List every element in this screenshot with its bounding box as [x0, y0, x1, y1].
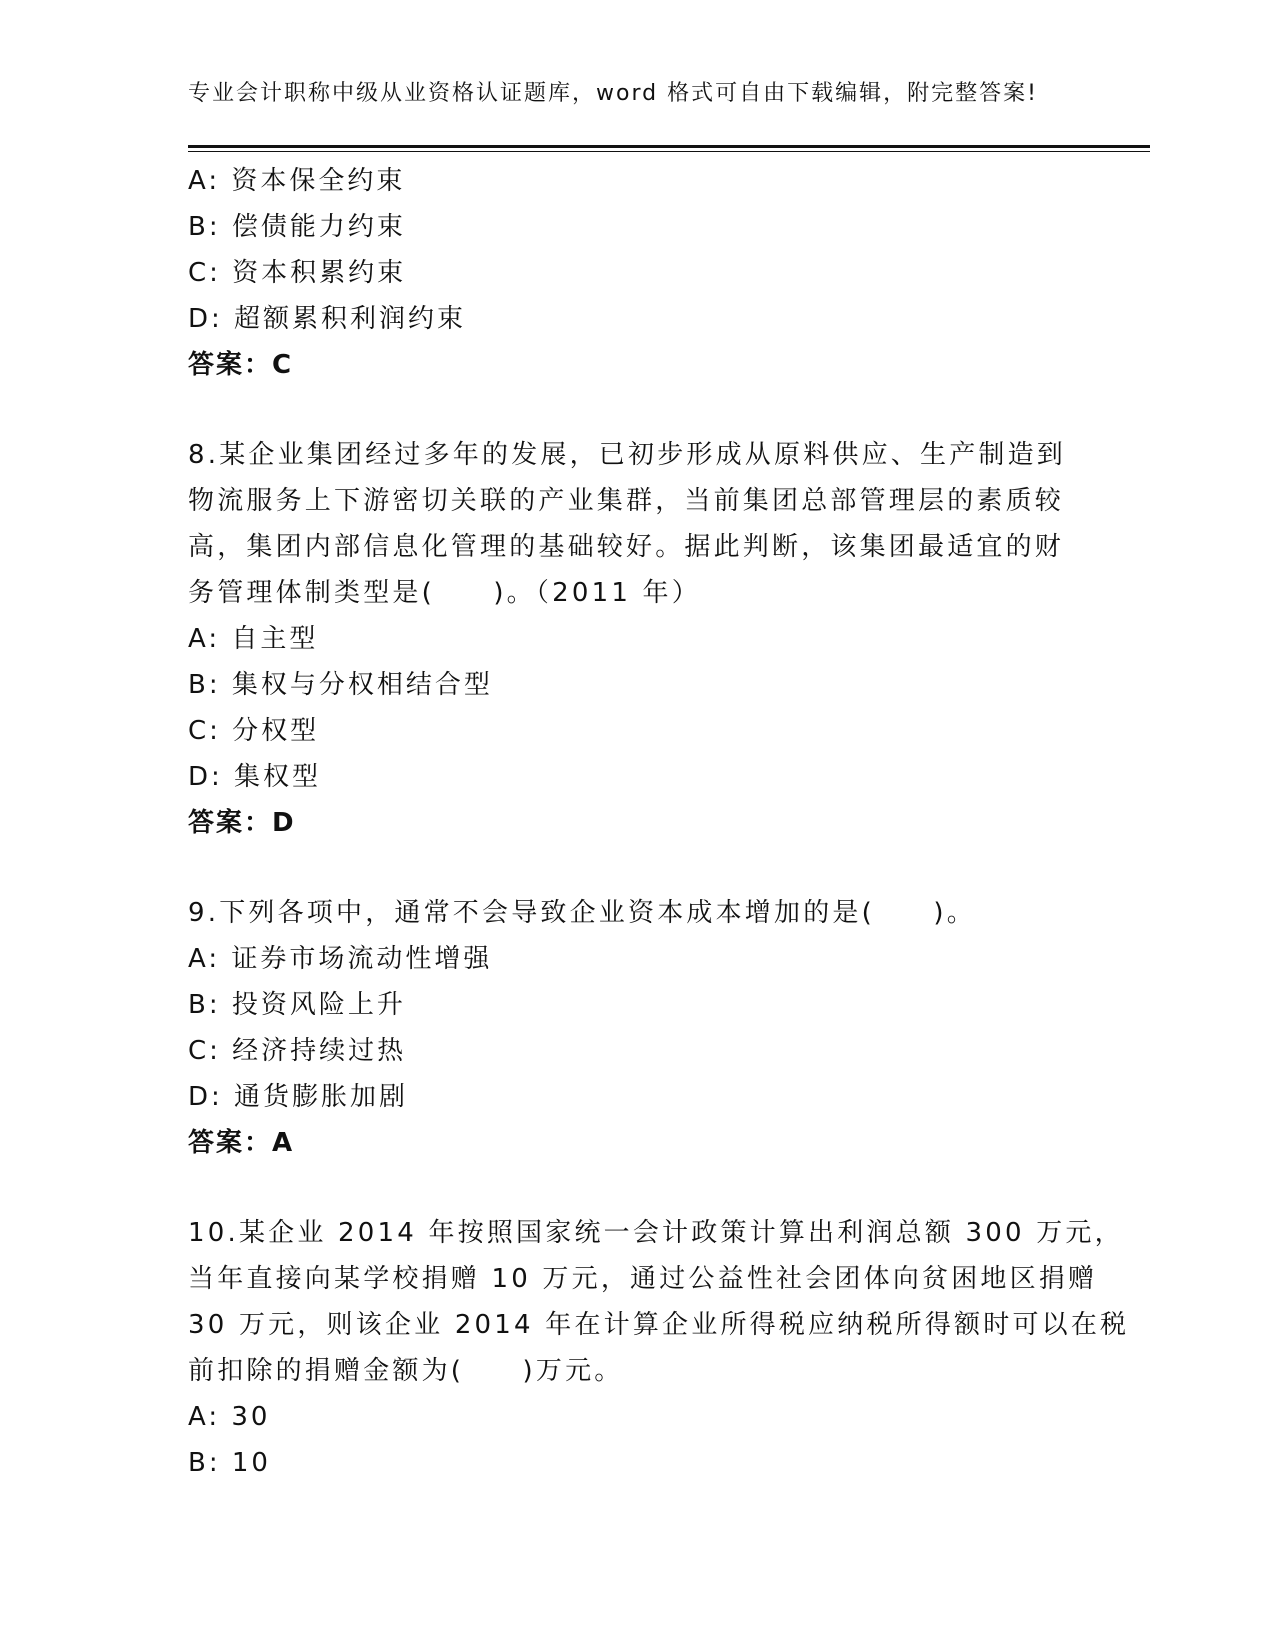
question-content	[188, 158, 1130, 1486]
answer: 答案：C	[188, 350, 294, 380]
spacer	[188, 388, 1088, 432]
option-c: C: 分权型	[188, 716, 320, 746]
option-b: B: 投资风险上升	[188, 990, 406, 1020]
question-text	[188, 1210, 1130, 1394]
question-line: 高，集团内部信息化管理的基础较好。据此判断，该集团最适宜的财	[188, 532, 1065, 562]
question-line: 当年直接向某学校捐赠 10 万元，通过公益性社会团体向贫困地区捐赠	[188, 1264, 1098, 1294]
option-a: A: 自主型	[188, 624, 319, 654]
question-8	[188, 432, 1088, 846]
spacer	[188, 1166, 1088, 1210]
header-rule-thin	[188, 151, 1150, 152]
spacer	[188, 846, 1088, 890]
question-line: 30 万元，则该企业 2014 年在计算企业所得税应纳税所得额时可以在税	[188, 1310, 1130, 1340]
question-line: 8.某企业集团经过多年的发展，已初步形成从原料供应、生产制造到	[188, 440, 1067, 470]
question-line: 9.下列各项中，通常不会导致企业资本成本增加的是( )。	[188, 898, 976, 928]
question-line: 务管理体制类型是( )。（2011 年）	[188, 578, 701, 608]
option-b: B: 偿债能力约束	[188, 212, 406, 242]
option-d: D: 集权型	[188, 762, 322, 792]
option-a: A: 30	[188, 1402, 271, 1432]
question-line: 前扣除的捐赠金额为( )万元。	[188, 1356, 624, 1386]
option-a: A: 资本保全约束	[188, 166, 406, 196]
option-d: D: 超额累积利润约束	[188, 304, 467, 334]
option-b: B: 10	[188, 1448, 271, 1478]
question-10	[188, 1210, 1130, 1486]
question-line: 物流服务上下游密切关联的产业集群，当前集团总部管理层的素质较	[188, 486, 1065, 516]
question-text	[188, 890, 1088, 936]
option-b: B: 集权与分权相结合型	[188, 670, 493, 700]
question-9	[188, 890, 1088, 1166]
option-a: A: 证券市场流动性增强	[188, 944, 493, 974]
answer: 答案：D	[188, 808, 296, 838]
option-c: C: 资本积累约束	[188, 258, 407, 288]
option-c: C: 经济持续过热	[188, 1036, 407, 1066]
question-line: 10.某企业 2014 年按照国家统一会计政策计算出利润总额 300 万元，	[188, 1218, 1124, 1248]
question-7	[188, 158, 1088, 388]
option-d: D: 通货膨胀加剧	[188, 1082, 409, 1112]
page-header: 专业会计职称中级从业资格认证题库，word 格式可自由下载编辑，附完整答案!	[188, 81, 1038, 106]
header-rule-thick	[188, 145, 1150, 148]
question-text	[188, 432, 1088, 616]
answer: 答案：A	[188, 1128, 295, 1158]
